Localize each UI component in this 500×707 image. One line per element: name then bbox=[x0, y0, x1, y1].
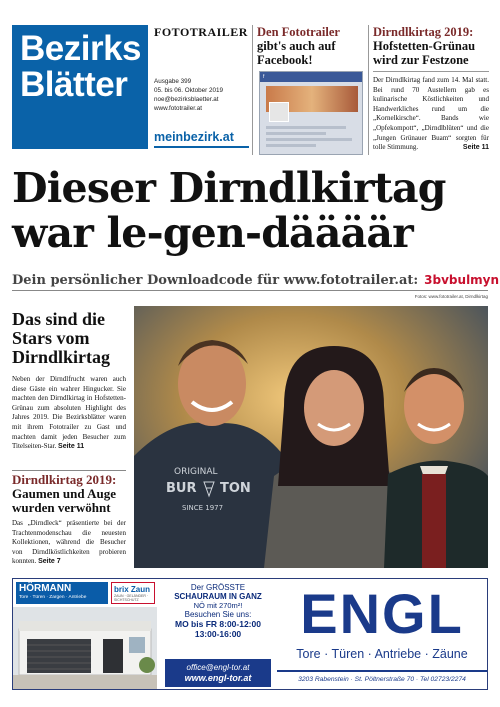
hormann-brand: HÖRMANN bbox=[19, 583, 72, 594]
engl-address: 3203 Rabenstein · St. Pöltnerstraße 70 · Tel 02723/2274 bbox=[277, 670, 487, 687]
column-divider bbox=[368, 25, 369, 155]
download-code-label: Dein persönlicher Downloadcode für www.fototrailer.at: bbox=[12, 273, 419, 288]
page-reference[interactable]: Seite 11 bbox=[58, 443, 85, 451]
page-reference[interactable]: Seite 7 bbox=[38, 558, 61, 566]
issue-dates: 05. bis 06. Oktober 2019 bbox=[154, 87, 223, 94]
story-gaumen-kicker: Dirndlkirtag 2019: bbox=[12, 472, 117, 487]
cover-photo-illustration bbox=[134, 306, 488, 568]
teaser-festzone-title-line1: Hofstetten-Grünau bbox=[373, 39, 476, 53]
meinbezirk-link[interactable]: meinbezirk.at bbox=[154, 130, 249, 148]
story-stars[interactable] bbox=[12, 310, 126, 452]
brix-logo bbox=[111, 582, 155, 604]
story-stars-title-line1: Das sind die bbox=[12, 309, 106, 329]
ad-opening-hours-2: 13:00-16:00 bbox=[194, 629, 242, 639]
ad-website-link[interactable]: www.engl-tor.at bbox=[184, 673, 252, 683]
shirt-text-line3: TON bbox=[220, 481, 251, 496]
facebook-screenshot bbox=[259, 71, 363, 155]
masthead-info bbox=[154, 25, 249, 149]
download-code[interactable]: 3bvbulmyn bbox=[424, 273, 500, 287]
garage-door bbox=[27, 639, 91, 673]
shirt-text-line4: SINCE 1977 bbox=[182, 504, 224, 512]
issue-email[interactable]: noe@bezirksblaetter.at bbox=[154, 96, 219, 103]
facebook-avatar bbox=[269, 102, 289, 122]
story-gaumen-text: Das „Dirndleck“ präsentierte bei der Trachtenmodenschau die neuesten Kollektionen, während die Besucher von Dirndlköstlichkeiten probieren konnten. bbox=[12, 519, 126, 566]
shirt-text-line1: ORIGINAL bbox=[174, 467, 218, 477]
teaser-facebook[interactable] bbox=[257, 25, 365, 157]
teaser-festzone-kicker: Dirndlkirtag 2019: bbox=[373, 25, 474, 39]
story-stars-title-line2: Stars vom bbox=[12, 328, 90, 348]
teaser-festzone-title bbox=[373, 39, 489, 72]
vest-right bbox=[422, 474, 446, 568]
story-gaumen-title-line2: wurden verwöhnt bbox=[12, 500, 111, 515]
hormann-tagline: Tore · Türen · Zargen · Antriebe bbox=[19, 595, 87, 600]
logo-line-2: Blätter bbox=[20, 65, 128, 104]
facebook-text-line bbox=[266, 126, 346, 129]
engl-brand-panel bbox=[277, 579, 487, 689]
story-stars-title bbox=[12, 310, 126, 367]
front-door bbox=[103, 639, 123, 673]
story-gaumen-body bbox=[12, 519, 126, 567]
ad-contact-box bbox=[165, 659, 271, 687]
teaser-festzone-text: Der Dirndlkirtag fand zum 14. Mal statt. Bei rund 70 Austellern gab es kulinarische Köstlichkeiten und Handwerkliches rund um die „Kornelkirsche“. Bands wie „Opfekompott“, „Dirndlblüten“ und die „Jungen Grünauer Buam“ sorgten für tolle Stimmung. bbox=[373, 76, 489, 152]
story-gaumen-title-line1: Gaumen und Auge bbox=[12, 486, 117, 501]
teaser-facebook-line3: Facebook! bbox=[257, 53, 313, 67]
facebook-text-line bbox=[266, 144, 316, 147]
ad-opening-hours-1: MO bis FR 8:00-12:00 bbox=[175, 619, 261, 629]
headline-rule bbox=[12, 290, 488, 291]
column-divider bbox=[252, 25, 253, 155]
headline-line-2: war le-gen-däääär bbox=[12, 209, 413, 257]
ad-text-line2: SCHAURAUM IN GANZ bbox=[174, 592, 262, 601]
teaser-festzone[interactable] bbox=[373, 25, 489, 157]
brix-brand: brix Zaun bbox=[114, 585, 151, 594]
facebook-text-line bbox=[266, 138, 352, 141]
logo-line-1: Bezirks bbox=[20, 29, 142, 68]
photo-credit: Fotos: www.fototrailer.at, Dirndlkirtag bbox=[414, 294, 488, 299]
bezirksblaetter-logo bbox=[12, 25, 148, 149]
page-reference[interactable]: Seite 11 bbox=[462, 144, 489, 152]
hormann-logo bbox=[16, 582, 108, 604]
story-gaumen-title bbox=[12, 487, 126, 515]
shirt-text-line2: BUR bbox=[166, 481, 197, 496]
teaser-festzone-title-line2: wird zur Festzone bbox=[373, 53, 469, 67]
ad-email-link[interactable]: office@engl-tor.at bbox=[186, 663, 250, 672]
cover-photo bbox=[134, 306, 488, 568]
headline-line-1: Dieser Dirndlkirtag bbox=[12, 164, 446, 212]
face-middle bbox=[304, 370, 364, 446]
brix-tagline: ZAUN · GELÄNDER · SICHTSCHUTZ bbox=[114, 594, 149, 602]
story-stars-title-line3: Dirndlkirtag bbox=[12, 347, 111, 367]
story-divider bbox=[12, 470, 126, 471]
download-code-line bbox=[12, 273, 499, 288]
ad-text-line3: NÖ mit 270m²! bbox=[193, 601, 243, 610]
ad-showroom-info bbox=[163, 583, 273, 639]
engl-logo: ENGL bbox=[300, 582, 464, 645]
main-headline bbox=[12, 166, 492, 256]
engl-advertisement[interactable] bbox=[12, 578, 488, 690]
story-stars-text: Neben der Dirndlfrucht waren auch diese Gäste ein wahrer Hingucker. Sie machten den Dirndlkirtag in Hofstetten-Grünau zum absoluten Highlight des Jahres 2019. Die Bezirksblätter waren mit ihrem Fototrailer zu Gast und machten damit jeden Besucher zum Titelseiten-Star. bbox=[12, 375, 126, 451]
facebook-text-line bbox=[266, 132, 326, 135]
issue-website[interactable]: www.fototrailer.at bbox=[154, 105, 202, 112]
engl-tagline: Tore · Türen · Antriebe · Zäune bbox=[296, 647, 468, 661]
ad-text-line1: Der GRÖSSTE bbox=[190, 583, 246, 592]
section-title: FOTOTRAILER bbox=[154, 25, 248, 39]
ad-text-line4: Besuchen Sie uns: bbox=[184, 610, 252, 619]
issue-number: Ausgabe 399 bbox=[154, 78, 192, 85]
story-gaumen[interactable] bbox=[12, 473, 126, 567]
teaser-facebook-line1: Den Fototrailer bbox=[257, 25, 340, 39]
issue-info bbox=[154, 77, 223, 113]
teaser-facebook-line2: gibt's auch auf bbox=[257, 39, 336, 53]
facebook-header-bar: f bbox=[260, 72, 362, 82]
ad-left-panel bbox=[13, 579, 157, 689]
story-stars-body bbox=[12, 375, 126, 452]
teaser-festzone-body bbox=[373, 76, 489, 153]
house-garage-image bbox=[13, 607, 157, 689]
